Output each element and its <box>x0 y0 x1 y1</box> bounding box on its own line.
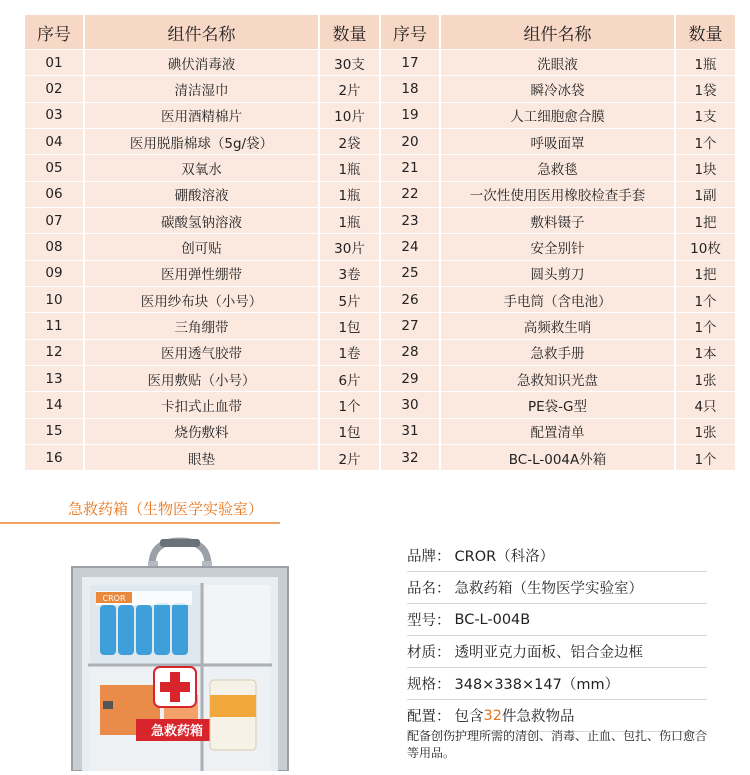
row-qty: 1卷 <box>320 340 379 366</box>
row-qty: 30片 <box>320 234 379 260</box>
row-name: 医用弹性绷带 <box>85 261 318 287</box>
row-name: PE袋-G型 <box>441 392 674 418</box>
row-index: 25 <box>381 261 439 287</box>
table-row <box>381 313 735 339</box>
row-name: BC-L-004A外箱 <box>441 445 674 471</box>
spec-value: BC-L-004B <box>454 611 531 628</box>
row-name: 急救毯 <box>441 155 674 181</box>
row-name: 洗眼液 <box>441 50 674 76</box>
kit-logo-text: CROR <box>102 594 126 603</box>
row-qty: 2片 <box>320 76 379 102</box>
row-index: 12 <box>25 340 83 366</box>
row-qty: 1瓶 <box>676 50 735 76</box>
row-name: 急救知识光盘 <box>441 366 674 392</box>
row-qty: 1副 <box>676 182 735 208</box>
row-index: 19 <box>381 103 439 129</box>
header-index: 序号 <box>25 15 83 50</box>
kit-label-text: 急救药箱 <box>150 724 204 739</box>
table-row <box>381 129 735 155</box>
table-row <box>25 182 379 208</box>
row-qty: 1支 <box>676 103 735 129</box>
row-qty: 1个 <box>676 287 735 313</box>
row-index: 05 <box>25 155 83 181</box>
table-row <box>381 155 735 181</box>
row-qty: 10枚 <box>676 234 735 260</box>
row-name: 呼吸面罩 <box>441 129 674 155</box>
product-note: 配备创伤护理所需的清创、消毒、止血、包扎、伤口愈合等用品。 <box>407 729 708 760</box>
table-row <box>381 366 735 392</box>
row-index: 17 <box>381 50 439 76</box>
spec-key: 品名： <box>407 581 451 597</box>
spec-key: 配置： <box>407 709 451 725</box>
row-index: 01 <box>25 50 83 76</box>
spec-key: 品牌： <box>407 549 451 565</box>
row-index: 04 <box>25 129 83 155</box>
table-row <box>381 445 735 471</box>
row-name: 安全别针 <box>441 234 674 260</box>
table-row <box>381 261 735 287</box>
spec-size <box>407 668 707 700</box>
spec-brand <box>407 540 707 572</box>
spec-key: 规格： <box>407 677 451 693</box>
kit-illustration <box>60 535 300 771</box>
spec-value-post: 件急救物品 <box>501 709 575 725</box>
row-name: 眼垫 <box>85 445 318 471</box>
row-qty: 4只 <box>676 392 735 418</box>
component-table-right <box>381 15 735 471</box>
row-index: 31 <box>381 419 439 445</box>
row-index: 21 <box>381 155 439 181</box>
table-row <box>381 287 735 313</box>
row-index: 26 <box>381 287 439 313</box>
row-qty: 1包 <box>320 419 379 445</box>
table-row <box>381 76 735 102</box>
row-name: 敷料镊子 <box>441 208 674 234</box>
row-qty: 1个 <box>676 313 735 339</box>
header-qty: 数量 <box>320 15 379 50</box>
spec-value: 348×338×147（mm） <box>454 677 620 693</box>
spec-value: 透明亚克力面板、铝合金边框 <box>454 645 643 661</box>
row-qty: 1张 <box>676 366 735 392</box>
table-row <box>381 208 735 234</box>
table-row <box>381 50 735 76</box>
table-row <box>25 313 379 339</box>
row-qty: 1块 <box>676 155 735 181</box>
row-name: 医用脱脂棉球（5g/袋） <box>85 129 318 155</box>
first-aid-kit-image <box>60 535 300 771</box>
row-name: 一次性使用医用橡胶检查手套 <box>441 182 674 208</box>
row-name: 医用纱布块（小号） <box>85 287 318 313</box>
table-row <box>25 419 379 445</box>
spec-value-count: 32 <box>483 707 502 724</box>
row-qty: 1个 <box>676 129 735 155</box>
row-index: 30 <box>381 392 439 418</box>
row-index: 24 <box>381 234 439 260</box>
spec-value: 急救药箱（生物医学实验室） <box>454 581 643 597</box>
spec-product-name <box>407 572 707 604</box>
table-row <box>25 261 379 287</box>
row-name: 配置清单 <box>441 419 674 445</box>
row-name: 硼酸溶液 <box>85 182 318 208</box>
row-qty: 1瓶 <box>320 182 379 208</box>
row-index: 10 <box>25 287 83 313</box>
row-name: 卡扣式止血带 <box>85 392 318 418</box>
row-qty: 1包 <box>320 313 379 339</box>
table-row <box>25 234 379 260</box>
header-name: 组件名称 <box>85 15 318 50</box>
spec-material <box>407 636 707 668</box>
row-index: 27 <box>381 313 439 339</box>
row-index: 15 <box>25 419 83 445</box>
section-title: 急救药箱（生物医学实验室） <box>68 500 264 518</box>
table-row <box>25 208 379 234</box>
header-qty: 数量 <box>676 15 735 50</box>
table-row <box>25 103 379 129</box>
table-row <box>25 340 379 366</box>
row-qty: 3卷 <box>320 261 379 287</box>
row-index: 28 <box>381 340 439 366</box>
row-qty: 1本 <box>676 340 735 366</box>
row-qty: 1个 <box>320 392 379 418</box>
row-name: 瞬冷冰袋 <box>441 76 674 102</box>
table-row <box>25 392 379 418</box>
row-index: 32 <box>381 445 439 471</box>
row-index: 14 <box>25 392 83 418</box>
product-specs <box>407 540 707 732</box>
row-name: 手电筒（含电池） <box>441 287 674 313</box>
table-header-row <box>25 15 379 50</box>
row-name: 烧伤敷料 <box>85 419 318 445</box>
row-qty: 5片 <box>320 287 379 313</box>
spec-model <box>407 604 707 636</box>
spec-key: 型号： <box>407 613 451 629</box>
row-name: 医用透气胶带 <box>85 340 318 366</box>
table-row <box>381 234 735 260</box>
row-qty: 1瓶 <box>320 155 379 181</box>
spec-key: 材质： <box>407 645 451 661</box>
row-index: 08 <box>25 234 83 260</box>
row-name: 三角绷带 <box>85 313 318 339</box>
row-index: 11 <box>25 313 83 339</box>
table-row <box>381 340 735 366</box>
row-qty: 6片 <box>320 366 379 392</box>
spec-value: CROR（科洛） <box>454 549 555 565</box>
table-row <box>25 366 379 392</box>
section-divider <box>0 522 280 524</box>
table-row <box>25 445 379 471</box>
row-qty: 1个 <box>676 445 735 471</box>
row-index: 22 <box>381 182 439 208</box>
row-name: 急救手册 <box>441 340 674 366</box>
row-index: 06 <box>25 182 83 208</box>
header-index: 序号 <box>381 15 439 50</box>
row-qty: 10片 <box>320 103 379 129</box>
header-name: 组件名称 <box>441 15 674 50</box>
row-qty: 1袋 <box>676 76 735 102</box>
row-qty: 1瓶 <box>320 208 379 234</box>
row-name: 创可贴 <box>85 234 318 260</box>
table-row <box>25 129 379 155</box>
row-index: 23 <box>381 208 439 234</box>
row-name: 医用敷贴（小号） <box>85 366 318 392</box>
row-index: 03 <box>25 103 83 129</box>
row-name: 人工细胞愈合膜 <box>441 103 674 129</box>
row-qty: 1把 <box>676 208 735 234</box>
row-index: 02 <box>25 76 83 102</box>
row-qty: 2片 <box>320 445 379 471</box>
component-table-left <box>25 15 379 471</box>
row-qty: 1把 <box>676 261 735 287</box>
row-index: 07 <box>25 208 83 234</box>
row-index: 20 <box>381 129 439 155</box>
row-index: 09 <box>25 261 83 287</box>
row-index: 29 <box>381 366 439 392</box>
row-name: 医用酒精棉片 <box>85 103 318 129</box>
table-row <box>25 76 379 102</box>
row-name: 碘伏消毒液 <box>85 50 318 76</box>
row-name: 清洁湿巾 <box>85 76 318 102</box>
row-qty: 2袋 <box>320 129 379 155</box>
table-row <box>381 392 735 418</box>
row-name: 高频救生哨 <box>441 313 674 339</box>
row-qty: 1张 <box>676 419 735 445</box>
row-index: 13 <box>25 366 83 392</box>
row-qty: 30支 <box>320 50 379 76</box>
table-row <box>25 155 379 181</box>
table-header-row <box>381 15 735 50</box>
row-name: 碳酸氢钠溶液 <box>85 208 318 234</box>
table-row <box>25 287 379 313</box>
row-index: 18 <box>381 76 439 102</box>
table-row <box>381 182 735 208</box>
row-name: 圆头剪刀 <box>441 261 674 287</box>
row-name: 双氧水 <box>85 155 318 181</box>
spec-value-pre: 包含 <box>454 709 484 725</box>
table-row <box>381 103 735 129</box>
table-row <box>25 50 379 76</box>
table-row <box>381 419 735 445</box>
row-index: 16 <box>25 445 83 471</box>
